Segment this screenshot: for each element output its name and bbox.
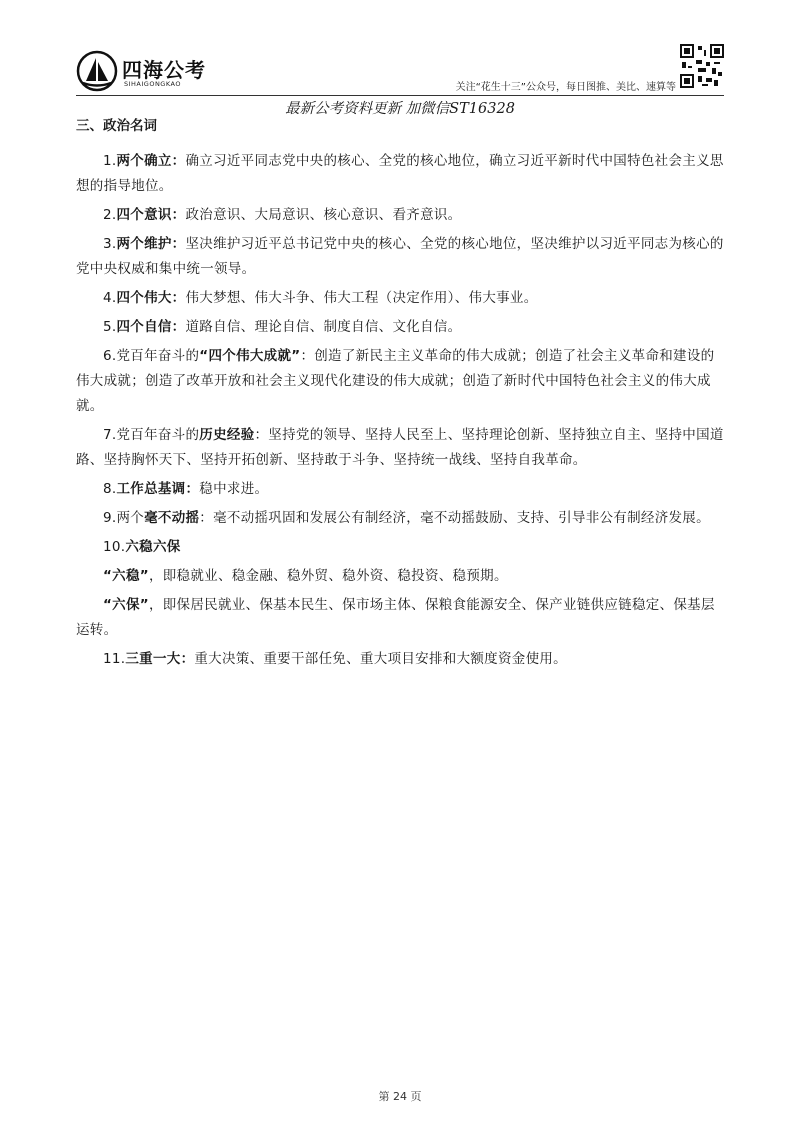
brand-logo [76,50,246,94]
item-2 [76,203,724,228]
qr-code-icon [680,44,724,88]
item-term: “六稳” [103,568,149,584]
item-term: 四个自信： [116,319,186,335]
item-number: 7. [103,427,117,443]
item-term: 四个意识： [116,207,186,223]
promo-line: 最新公考资料更新 加微信ST16328 [285,101,515,117]
item-number: 6. [103,348,117,364]
item-number: 3. [103,236,117,252]
item-term: 两个维护： [116,236,186,252]
item-prefix: 党百年奋斗的 [116,427,200,443]
item-10-liubao [76,593,724,643]
item-4 [76,286,724,311]
item-number: 2. [103,207,117,223]
page-header [0,0,800,117]
item-text: ：坚持党的领导、坚持人民至上、坚持理论创新、坚持独立自主、坚持中国道路、坚持胸怀天下、坚持开拓创新、坚持敢于斗争、坚持统一战线、坚持自我革命。 [76,427,724,468]
item-text: 重大决策、重要干部任免、重大项目安排和大额度资金使用。 [194,651,567,667]
item-8 [76,477,724,502]
header-divider [76,95,724,96]
item-6 [76,344,724,419]
item-term: “六保” [103,597,149,613]
item-text: 政治意识、大局意识、核心意识、看齐意识。 [185,207,462,223]
item-prefix: 党百年奋斗的 [116,348,200,364]
item-text: ，即稳就业、稳金融、稳外贸、稳外资、稳投资、稳预期。 [148,568,508,584]
brand-name: 四海公考 [122,58,206,82]
item-number: 10. [103,539,126,555]
item-1 [76,149,724,199]
item-10-liuwen [76,564,724,589]
section-title: 三、政治名词 [76,118,157,134]
item-5 [76,315,724,340]
item-number: 4. [103,290,117,306]
item-number: 8. [103,481,117,497]
item-number: 1. [103,153,117,169]
item-term: 两个确立： [116,153,186,169]
item-11 [76,647,724,672]
item-term: 毫不动摇 [144,510,200,526]
item-text: ：毫不动摇巩固和发展公有制经济，毫不动摇鼓励、支持、引导非公有制经济发展。 [199,510,710,526]
brand-subtitle: SIHAIGONGKAO [124,80,181,88]
item-term: 历史经验 [199,427,255,443]
item-text: 伟大梦想、伟大斗争、伟大工程（决定作用）、伟大事业。 [185,290,538,306]
item-prefix: 两个 [116,510,145,526]
item-term: 六稳六保 [125,539,181,555]
item-3 [76,232,724,282]
item-number: 9. [103,510,117,526]
item-text: 坚决维护习近平总书记党中央的核心、全党的核心地位，坚决维护以习近平同志为核心的党中央权威和集中统一领导。 [76,236,724,277]
item-number: 11. [103,651,126,667]
item-term: 三重一大： [125,651,195,667]
item-10 [76,535,724,560]
item-number: 5. [103,319,117,335]
page-number: 第 24 页 [378,1090,422,1103]
item-text: ，即保居民就业、保基本民生、保市场主体、保粮食能源安全、保产业链供应链稳定、保基层运转。 [76,597,715,638]
header-tagline: 关注“花生十三”公众号，每日图推、美比、速算等 [455,82,676,93]
item-text: 道路自信、理论自信、制度自信、文化自信。 [185,319,462,335]
sail-logo-icon [76,50,118,92]
item-9 [76,506,724,531]
item-text: 确立习近平同志党中央的核心、全党的核心地位，确立习近平新时代中国特色社会主义思想的指导地位。 [76,153,724,194]
item-text: 稳中求进。 [199,481,269,497]
item-7 [76,423,724,473]
item-term: “四个伟大成就” [199,348,301,364]
item-text: ：创造了新民主主义革命的伟大成就；创造了社会主义革命和建设的伟大成就；创造了改革开放和社会主义现代化建设的伟大成就；创造了新时代中国特色社会主义的伟大成就。 [76,348,715,414]
document-body [76,116,724,676]
item-term: 工作总基调： [116,481,200,497]
item-term: 四个伟大： [116,290,186,306]
